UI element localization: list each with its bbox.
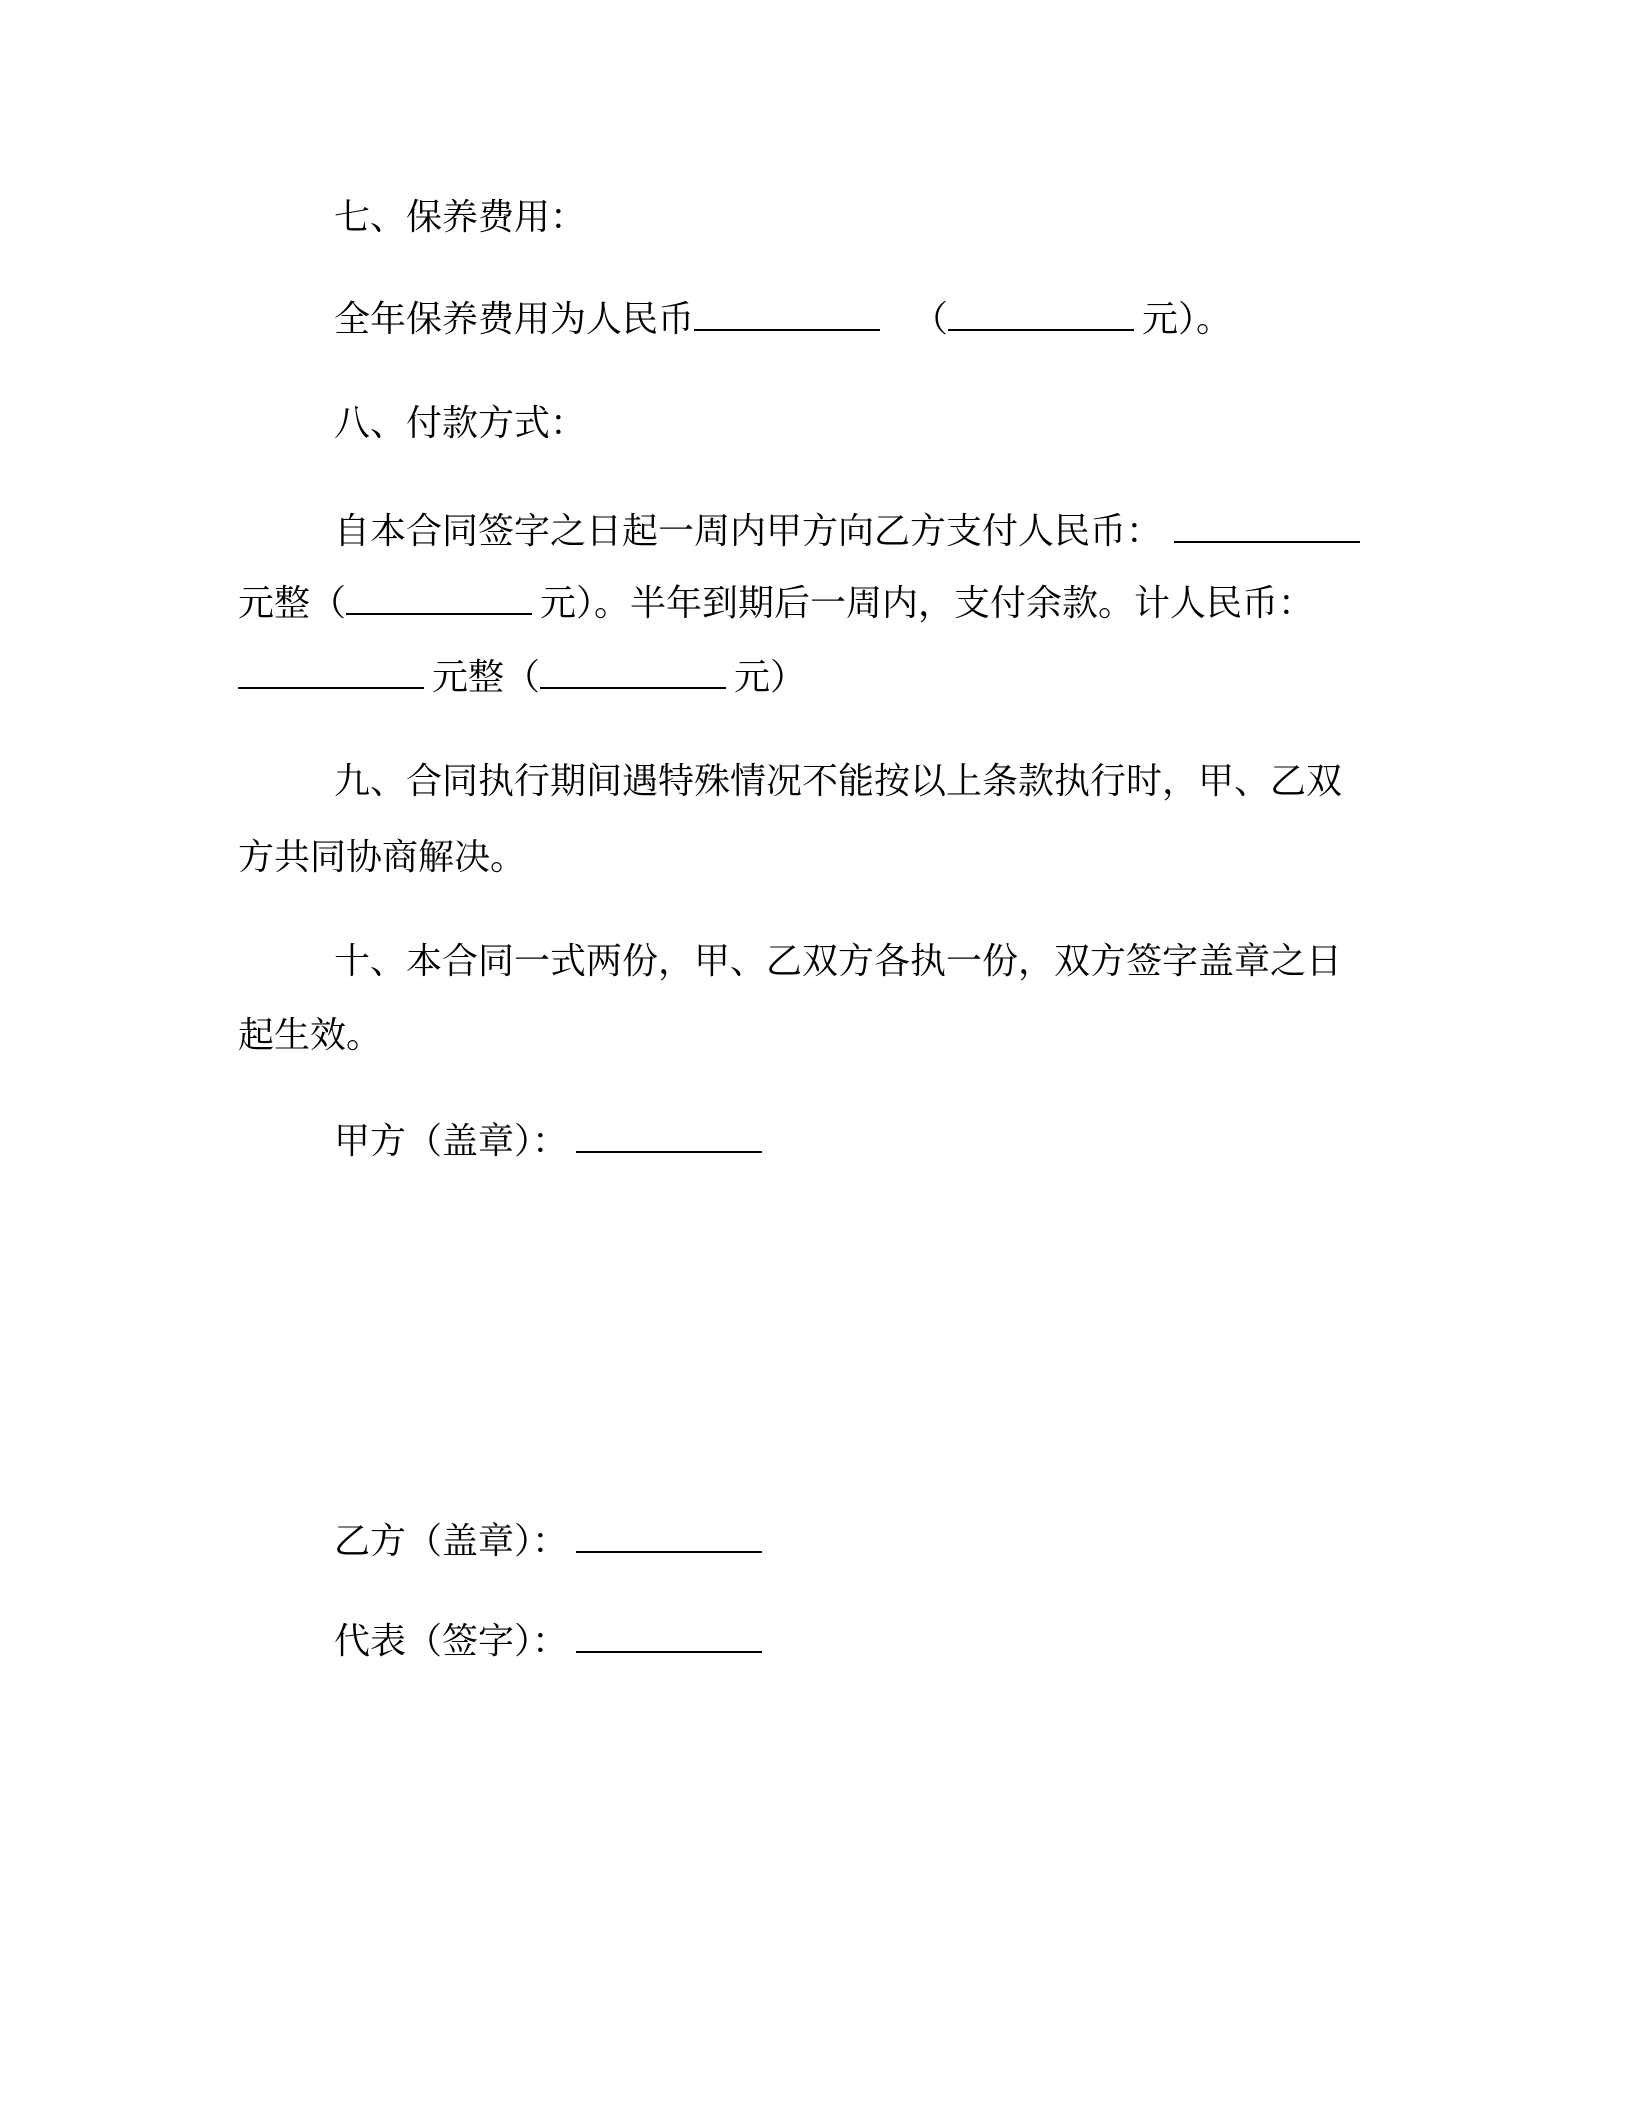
payment-line-3: 元整（ 元）: [238, 656, 806, 700]
payment-balance-amount-blank[interactable]: [238, 657, 424, 689]
annual-fee-line: 全年保养费用为人民币 （ 元）。: [334, 299, 1233, 340]
payment-line-1: 自本合同签字之日起一周内甲方向乙方支付人民币：: [334, 510, 1360, 554]
section-9-line-2: 方共同协商解决。: [238, 837, 527, 878]
payment-first-number-blank[interactable]: [346, 583, 532, 615]
section-9-line-1: 九、合同执行期间遇特殊情况不能按以上条款执行时，甲、乙双: [334, 761, 1343, 802]
party-b-seal-blank[interactable]: [576, 1521, 762, 1553]
party-a-seal-blank[interactable]: [576, 1121, 762, 1153]
section-7-heading: 七、保养费用：: [334, 197, 587, 238]
payment-first-amount-blank[interactable]: [1174, 511, 1360, 543]
payment-balance-number-blank[interactable]: [540, 657, 726, 689]
fee-amount-blank[interactable]: [694, 299, 880, 331]
fee-number-blank[interactable]: [948, 299, 1134, 331]
representative-signature-line: 代表（签字）：: [334, 1620, 762, 1664]
section-10-line-1: 十、本合同一式两份，甲、乙双方各执一份，双方签字盖章之日: [334, 941, 1343, 982]
party-a-seal-line: 甲方（盖章）：: [334, 1120, 762, 1164]
section-8-heading: 八、付款方式：: [334, 403, 587, 444]
section-10-line-2: 起生效。: [238, 1015, 383, 1056]
representative-signature-blank[interactable]: [576, 1621, 762, 1653]
payment-line-2: 元整（ 元）。半年到期后一周内，支付余款。计人民币：: [238, 583, 1315, 624]
party-b-seal-line: 乙方（盖章）：: [334, 1520, 762, 1564]
